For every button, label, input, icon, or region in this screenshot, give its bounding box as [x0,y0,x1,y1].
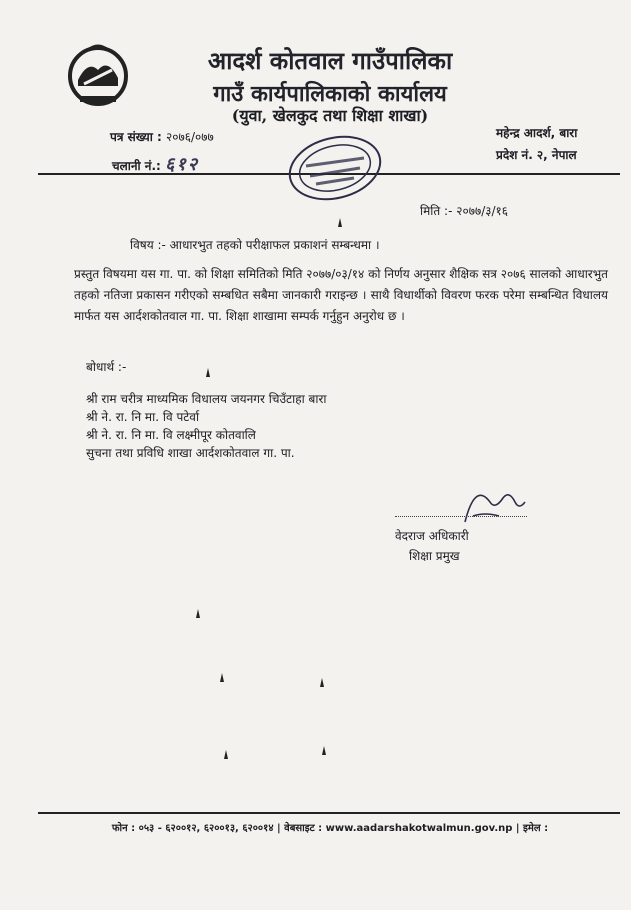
letter-date [420,202,508,219]
signatory-block [395,526,469,566]
punch-mark [224,750,228,759]
punch-mark [338,218,342,227]
punch-mark [220,673,224,682]
footer-contact: फोन : ०५३ - ६२००१२, ६२००१३, ६२००१४ | वेबसाइट : www.aadarshakotwalmun.gov.np | इमेल : [111,823,549,834]
recipient-item: श्री राम चरीत्र माध्यमिक विधालय जयनगर चिउँटाहा बारा [86,392,327,406]
recipient-list [86,390,326,462]
signatory-title: शिक्षा प्रमुख [409,549,460,563]
patra-value: २०७६/०७७ [165,130,214,144]
recipient-item: सुचना तथा प्रविधि शाखा आर्दशकोतवाल गा. पा. [86,446,295,460]
address-line2: प्रदेश नं. २, नेपाल [496,148,577,162]
bodhartha-label: बोधार्थ :- [86,360,127,374]
footer-divider [38,812,620,814]
patra-sankhya [110,128,214,145]
nepal-emblem-icon [64,40,132,108]
signature-line [395,516,527,517]
patra-label: पत्र संख्या : [110,130,162,144]
recipient-item: श्री ने. रा. नि मा. वि पटेर्वा [86,410,200,424]
date-value: २०७७/३/१६ [456,204,509,218]
punch-mark [322,746,326,755]
branch-title: (युवा, खेलकुद तथा शिक्षा शाखा) [231,106,429,125]
letter-subject: विषय :- आधारभुत तहको परीक्षाफल प्रकाशनं सम्बन्धमा । [130,238,380,252]
signature-icon [395,472,535,532]
municipality-title: आदर्श कोतवाल गाउँपालिका [207,46,453,75]
punch-mark [320,678,324,687]
office-stamp-icon [280,128,390,208]
letter-body: प्रस्तुत विषयमा यस गा. पा. को शिक्षा समितिको मिति २०७७/०३/१४ को निर्णय अनुसार शैक्षिक सत्र २०७६ सालको आधारभुत तहको नतिजा प्रकासन गरीएको सम्बधित सबैमा जानकारी गराइन्छ । साथै विधार्थीको विवरण फरक परेमा सम्बन्धित विधालय मार्फत यस आर्दशकोतवाल गा. पा. शिक्षा शाखामा सम्पर्क गर्नुहुन अनुरोध छ । [74,267,608,323]
punch-mark [196,609,200,618]
chalani-label: चलानी नं.: [112,159,161,173]
date-label: मिति :- [420,204,453,218]
address-line1: महेन्द्र आदर्श, बारा [496,126,578,140]
office-title: गाउँ कार्यपालिकाको कार्यालय [213,81,447,107]
punch-mark [206,368,210,377]
signatory-name: वेदराज अधिकारी [395,529,469,543]
recipient-item: श्री ने. रा. नि मा. वि लक्ष्मीपूर कोतवालि [86,428,256,442]
chalani-value: ६१२ [165,154,200,175]
